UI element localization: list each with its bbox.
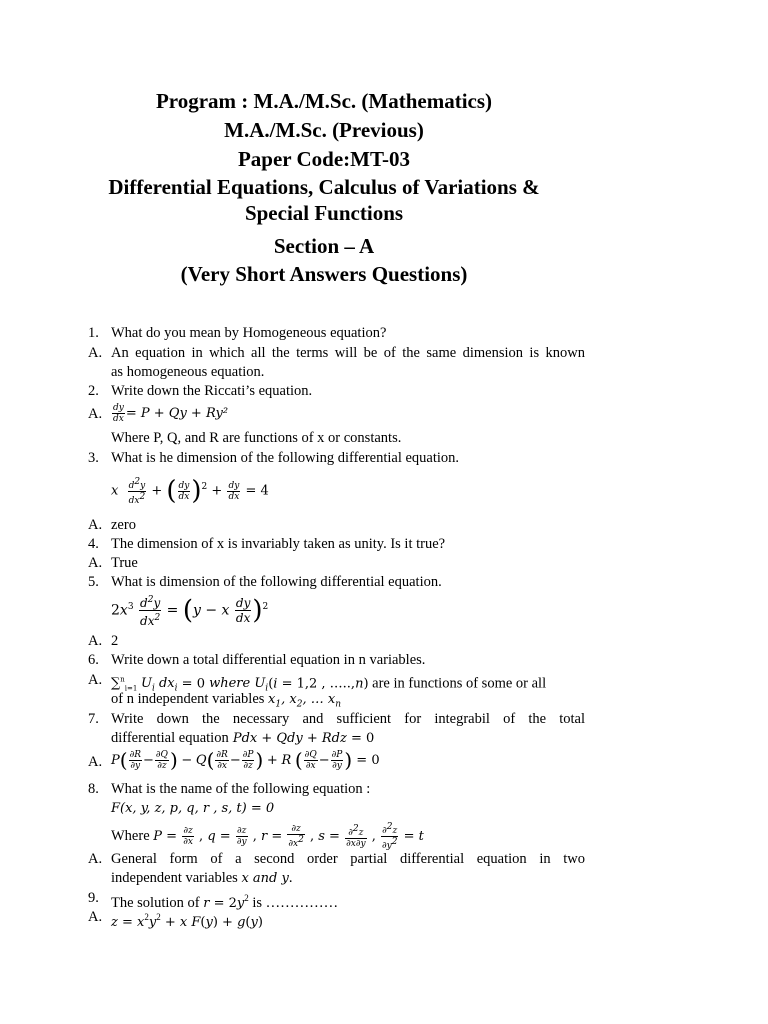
question-text: Write down the Riccati’s equation. <box>111 383 313 399</box>
fraction: $\frac{dy}{dx}$ <box>113 403 124 424</box>
question-number: 1. <box>88 325 99 341</box>
question-text: What is the name of the following equation : <box>111 781 371 797</box>
question-number: 9. <box>88 890 99 906</box>
answer-text: An equation in which all the terms will be of the same dimension is known <box>111 345 585 361</box>
answer-label: A. <box>88 851 103 867</box>
riccati-equation: $\frac{dy}{dx}$ = P + Qy + Ry² <box>113 403 229 424</box>
answer-text: are in functions of some or all <box>372 675 547 692</box>
answer-text: of n independent variables <box>111 691 265 707</box>
question-number: 4. <box>88 536 99 552</box>
paper-title-line1: Differential Equations, Calculus of Variations & <box>108 175 540 199</box>
equation-q5: $2x^3$ $\frac{d^2y}{dx^2}$ = (y − x $\frac{dy}{dx}$ )$^2$ <box>111 595 269 628</box>
question-number: 8. <box>88 781 99 797</box>
answer-7 <box>88 750 588 776</box>
integrability-condition: P( $\frac{\partial R}{\partial y}$ − $\frac{\partial Q}{\partial z}$ ) − Q( $\frac{\partial R}{\partial x}$ − $\frac{\partial P}{\partial z}$ ) + R ( $\frac{\partial Q}{\partial x}$ − $\frac{\partial P}{\partial y}$ ) = 0 <box>111 748 380 772</box>
answer-text: True <box>111 555 138 571</box>
answer-text: 2 <box>111 633 119 649</box>
paper-code: Paper Code:MT-03 <box>237 147 411 171</box>
answer-label: A. <box>88 406 103 422</box>
document-page: Program : M.A./M.Sc. (Mathematics) M.A./M.Sc. (Previous) Paper Code:MT-03 Differential Equations, Calculus of Variations & Special Functions Section – A (Very Short Answers Questions) 1. What do you mean by Homogeneous equation? A. An equation in which all the terms will be of the same dimension is known as homogeneous equation. 2. Write down the Riccati’s equation. A. $\frac{dy}{dx}$ = P + Qy + Ry² Where P, Q, and R are functions of x or constants. 3. What is he dimension of the following differential equation. x $\frac{d^2y}{dx^2}$ + ( $\frac{dy}{dx}$ )$^2$ + $\frac{dy}{dx}$ = 4 A. zero 4. The dimension of x is invariably taken as unity. Is it true? A. True 5. What is dimension of the following differential equation. $2x^3$ $\frac{d^2y}{dx^2}$ = (y − x $\frac{dy}{dx}$ )$^2$ A. 2 6. Write down a total differential equation in n variables. A. ∑$^n_{i=1}$ $U_i$ $dx_i = 0$ where $U_i(i = 1,2$ , …..,n) are in functions of some or all of n independent variables $x_1$, $x_2$, … $x_n$ 7. Write down the necessary and sufficient for integrabil of the total differential equation Pdx + Qdy + Rdz = 0 A. P( $\frac{\partial R}{\partial y}$ − $\frac{\partial Q}{\partial z}$ ) − Q( $\frac{\partial R}{\partial x}$ − $\frac{\partial P}{\partial z}$ ) + R ( $\frac{\partial Q}{\partial x}$ − $\frac{\partial P}{\partial y}$ ) = 0 8. What is the name of the following equation : F(x, y, z, p, q, r , s, t) = 0 Where P = $\frac{\partial z}{\partial x}$ , q = $\frac{\partial z}{\partial y}$ , r = $\frac{\partial z}{\partial x^2}$ , s = $\frac{\partial^2z}{\partial x\partial y}$ , $\frac{\partial^2z}{\partial y^2}$ = t A. General form of a second order partial differential equation in two independent variables x and y. 9. The solution of $r = 2y^2$ is …………… A. $z = x^2y^2 + x$ F(y) + g(y) <box>0 0 768 1024</box>
question-number: 3. <box>88 450 99 466</box>
question-text: The solution of <box>111 894 200 911</box>
program-title: Program : M.A./M.Sc. (Mathematics) <box>155 89 493 113</box>
question-8-where: Where P = $\frac{\partial z}{\partial x}$ , q = $\frac{\partial z}{\partial y}$ , r = $\frac{\partial z}{\partial x^2}$ , s = $\frac{\partial^2z}{\partial x\partial y}$ , $\frac{\partial^2z}{\partial y^2}$ = t <box>111 822 424 851</box>
section-subheading: (Very Short Answers Questions) <box>180 262 468 286</box>
section-heading: Section – A <box>273 234 375 258</box>
answer-label: A. <box>88 555 103 571</box>
question-text: The dimension of x is invariably taken as unity. Is it true? <box>111 536 446 552</box>
question-text: What is dimension of the following differential equation. <box>111 574 442 590</box>
program-level: M.A./M.Sc. (Previous) <box>224 118 424 142</box>
equation-q3: x $\frac{d^2y}{dx^2}$ + ( $\frac{dy}{dx}$ )$^2$ + $\frac{dy}{dx}$ = 4 <box>111 476 269 506</box>
question-text: Write down a total differential equation in n variables. <box>111 652 426 668</box>
answer-2 <box>88 403 588 427</box>
answer-text: zero <box>111 517 136 533</box>
answer-label: A. <box>88 909 103 925</box>
question-text: What is he dimension of the following differential equation. <box>111 450 460 466</box>
paper-title-line2: Special Functions <box>244 201 404 225</box>
question-number: 7. <box>88 711 99 727</box>
question-text: differential equation <box>111 730 229 746</box>
answer-text: Where P, Q, and R are functions of x or constants. <box>111 430 402 446</box>
answer-label: A. <box>88 754 103 770</box>
answer-label: A. <box>88 672 103 688</box>
answer-label: A. <box>88 517 103 533</box>
answer-text: independent variables <box>111 870 238 886</box>
where-label: Where <box>111 827 150 844</box>
question-number: 5. <box>88 574 99 590</box>
question-number: 6. <box>88 652 99 668</box>
answer-text: General form of a second order partial differential equation in two <box>111 851 585 867</box>
answer-label: A. <box>88 633 103 649</box>
question-text: Write down the necessary and sufficient for integrabil of the total <box>111 711 585 727</box>
answer-text: as homogeneous equation. <box>111 364 265 380</box>
question-text: What do you mean by Homogeneous equation? <box>111 325 387 341</box>
answer-label: A. <box>88 345 103 361</box>
question-number: 2. <box>88 383 99 399</box>
